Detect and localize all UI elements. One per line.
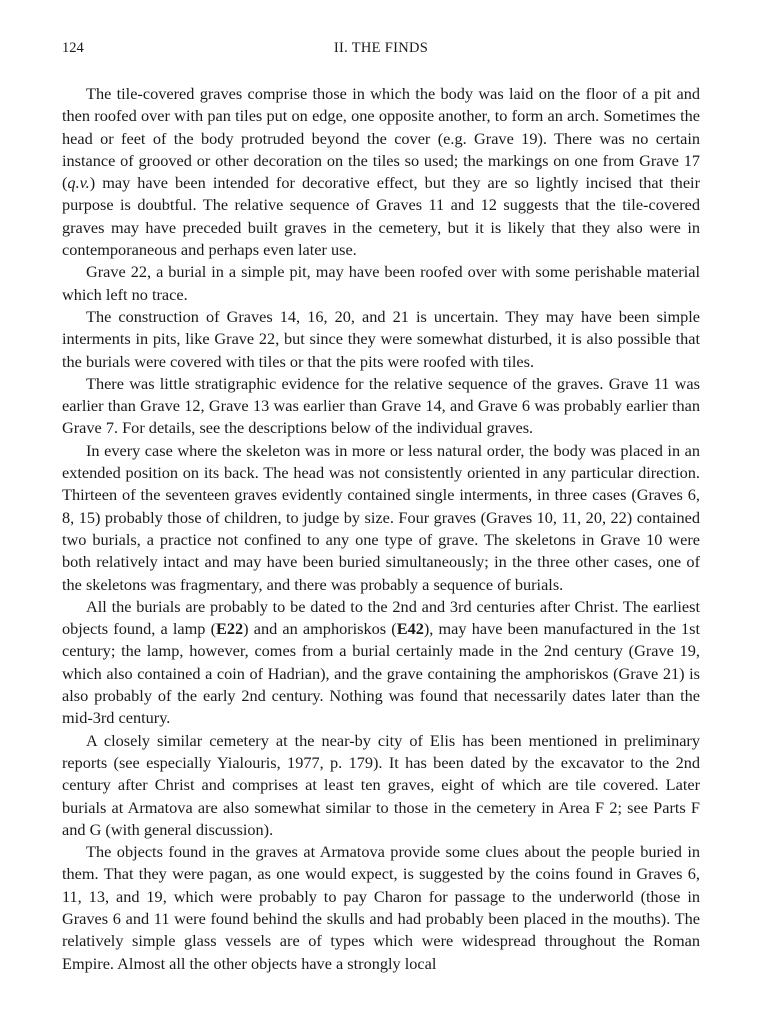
paragraph <box>62 440 700 596</box>
italic-text: q.v. <box>67 173 90 193</box>
text-run: A closely similar cemetery at the near-by city of Elis has been mentioned in preliminary reports (see especially Yialouris, 1977, p. 179). It has been dated by the excavator to the 2nd century after Christ and comprises at least ten graves, eight of which are tile covered. Later burials at Armatova are also somewhat similar to those in the cemetery in Area F 2; see Parts F and G (with general discussion). <box>62 730 700 839</box>
paragraph <box>62 596 700 730</box>
text-run: In every case where the skeleton was in more or less natural order, the body was placed in an extended position on its back. The head was not consistently oriented in any particular direction. Thirteen of the seventeen graves evidently contained single interments, in three cases (Graves 6, 8, 15) probably those of children, to judge by size. Four graves (Graves 10, 11, 20, 22) contained two burials, a practice not confined to any one type of grave. The skeletons in Grave 10 were both relatively intact and may have been buried simultaneously; in the three other cases, one of the skeletons was fragmentary, and there was probably a sequence of burials. <box>62 440 700 594</box>
paragraph <box>62 261 700 306</box>
paragraph <box>62 730 700 841</box>
text-run: The construction of Graves 14, 16, 20, and 21 is uncertain. They may have been simple interments in pits, like Grave 22, but since they were somewhat disturbed, it is also possible that the burials were covered with tiles or that the pits were roofed with tiles. <box>62 306 700 371</box>
text-run: The tile-covered graves comprise those in which the body was laid on the floor of a pit and then roofed over with pan tiles put on edge, one opposite another, to form an arch. Sometimes the head or feet of the body protruded beyond the cover (e.g. Grave 19). There was no certain instance of grooved or other decoration on the tiles so used; the markings on one from Grave 17 ( <box>62 84 700 193</box>
text-run: ) may have been intended for decorative effect, but they are so lightly incised that their purpose is doubtful. The relative sequence of Graves 11 and 12 suggests that the tile-covered graves may have preceded built graves in the cemetery, but it is likely that they also were in contemporaneous and perhaps even later use. <box>62 173 700 260</box>
document-page <box>62 40 700 975</box>
page-number: 124 <box>62 40 84 56</box>
text-run: All the burials are probably to be dated to the 2nd and 3rd centuries after Christ. The earliest objects found, a lamp ( <box>62 596 700 639</box>
catalog-reference: E22 <box>216 619 244 639</box>
running-head: II. THE FINDS <box>333 40 429 56</box>
catalog-reference: E42 <box>396 619 424 639</box>
paragraph <box>62 373 700 440</box>
text-run: Grave 22, a burial in a simple pit, may have been roofed over with some perishable material which left no trace. <box>62 262 700 304</box>
page-header <box>62 40 700 64</box>
text-run: ) and an amphoriskos ( <box>243 619 397 639</box>
body-text <box>62 83 700 975</box>
text-run: There was little stratigraphic evidence for the relative sequence of the graves. Grave 11 was earlier than Grave 12, Grave 13 was earlier than Grave 14, and Grave 6 was probably earlier than Grave 7. For details, see the descriptions below of the individual graves. <box>62 373 700 438</box>
text-run: ), may have been manufactured in the 1st century; the lamp, however, comes from a burial certainly made in the 2nd century (Grave 19, which also contained a coin of Hadrian), and the grave containing the amphoriskos (Grave 21) is also probably of the early 2nd century. Nothing was found that necessarily dates later than the mid-3rd century. <box>62 619 701 728</box>
paragraph <box>62 841 700 975</box>
text-run: The objects found in the graves at Armatova provide some clues about the people buried in them. That they were pagan, as one would expect, is suggested by the coins found in Graves 6, 11, 13, and 19, which were probably to pay Charon for passage to the underworld (those in Graves 6 and 11 were found behind the skulls and had probably been placed in the mouths). The relatively simple glass vessels are of types which were widespread throughout the Roman Empire. Almost all the other objects have a strongly local <box>62 842 700 973</box>
paragraph <box>62 306 700 373</box>
paragraph <box>62 83 700 261</box>
